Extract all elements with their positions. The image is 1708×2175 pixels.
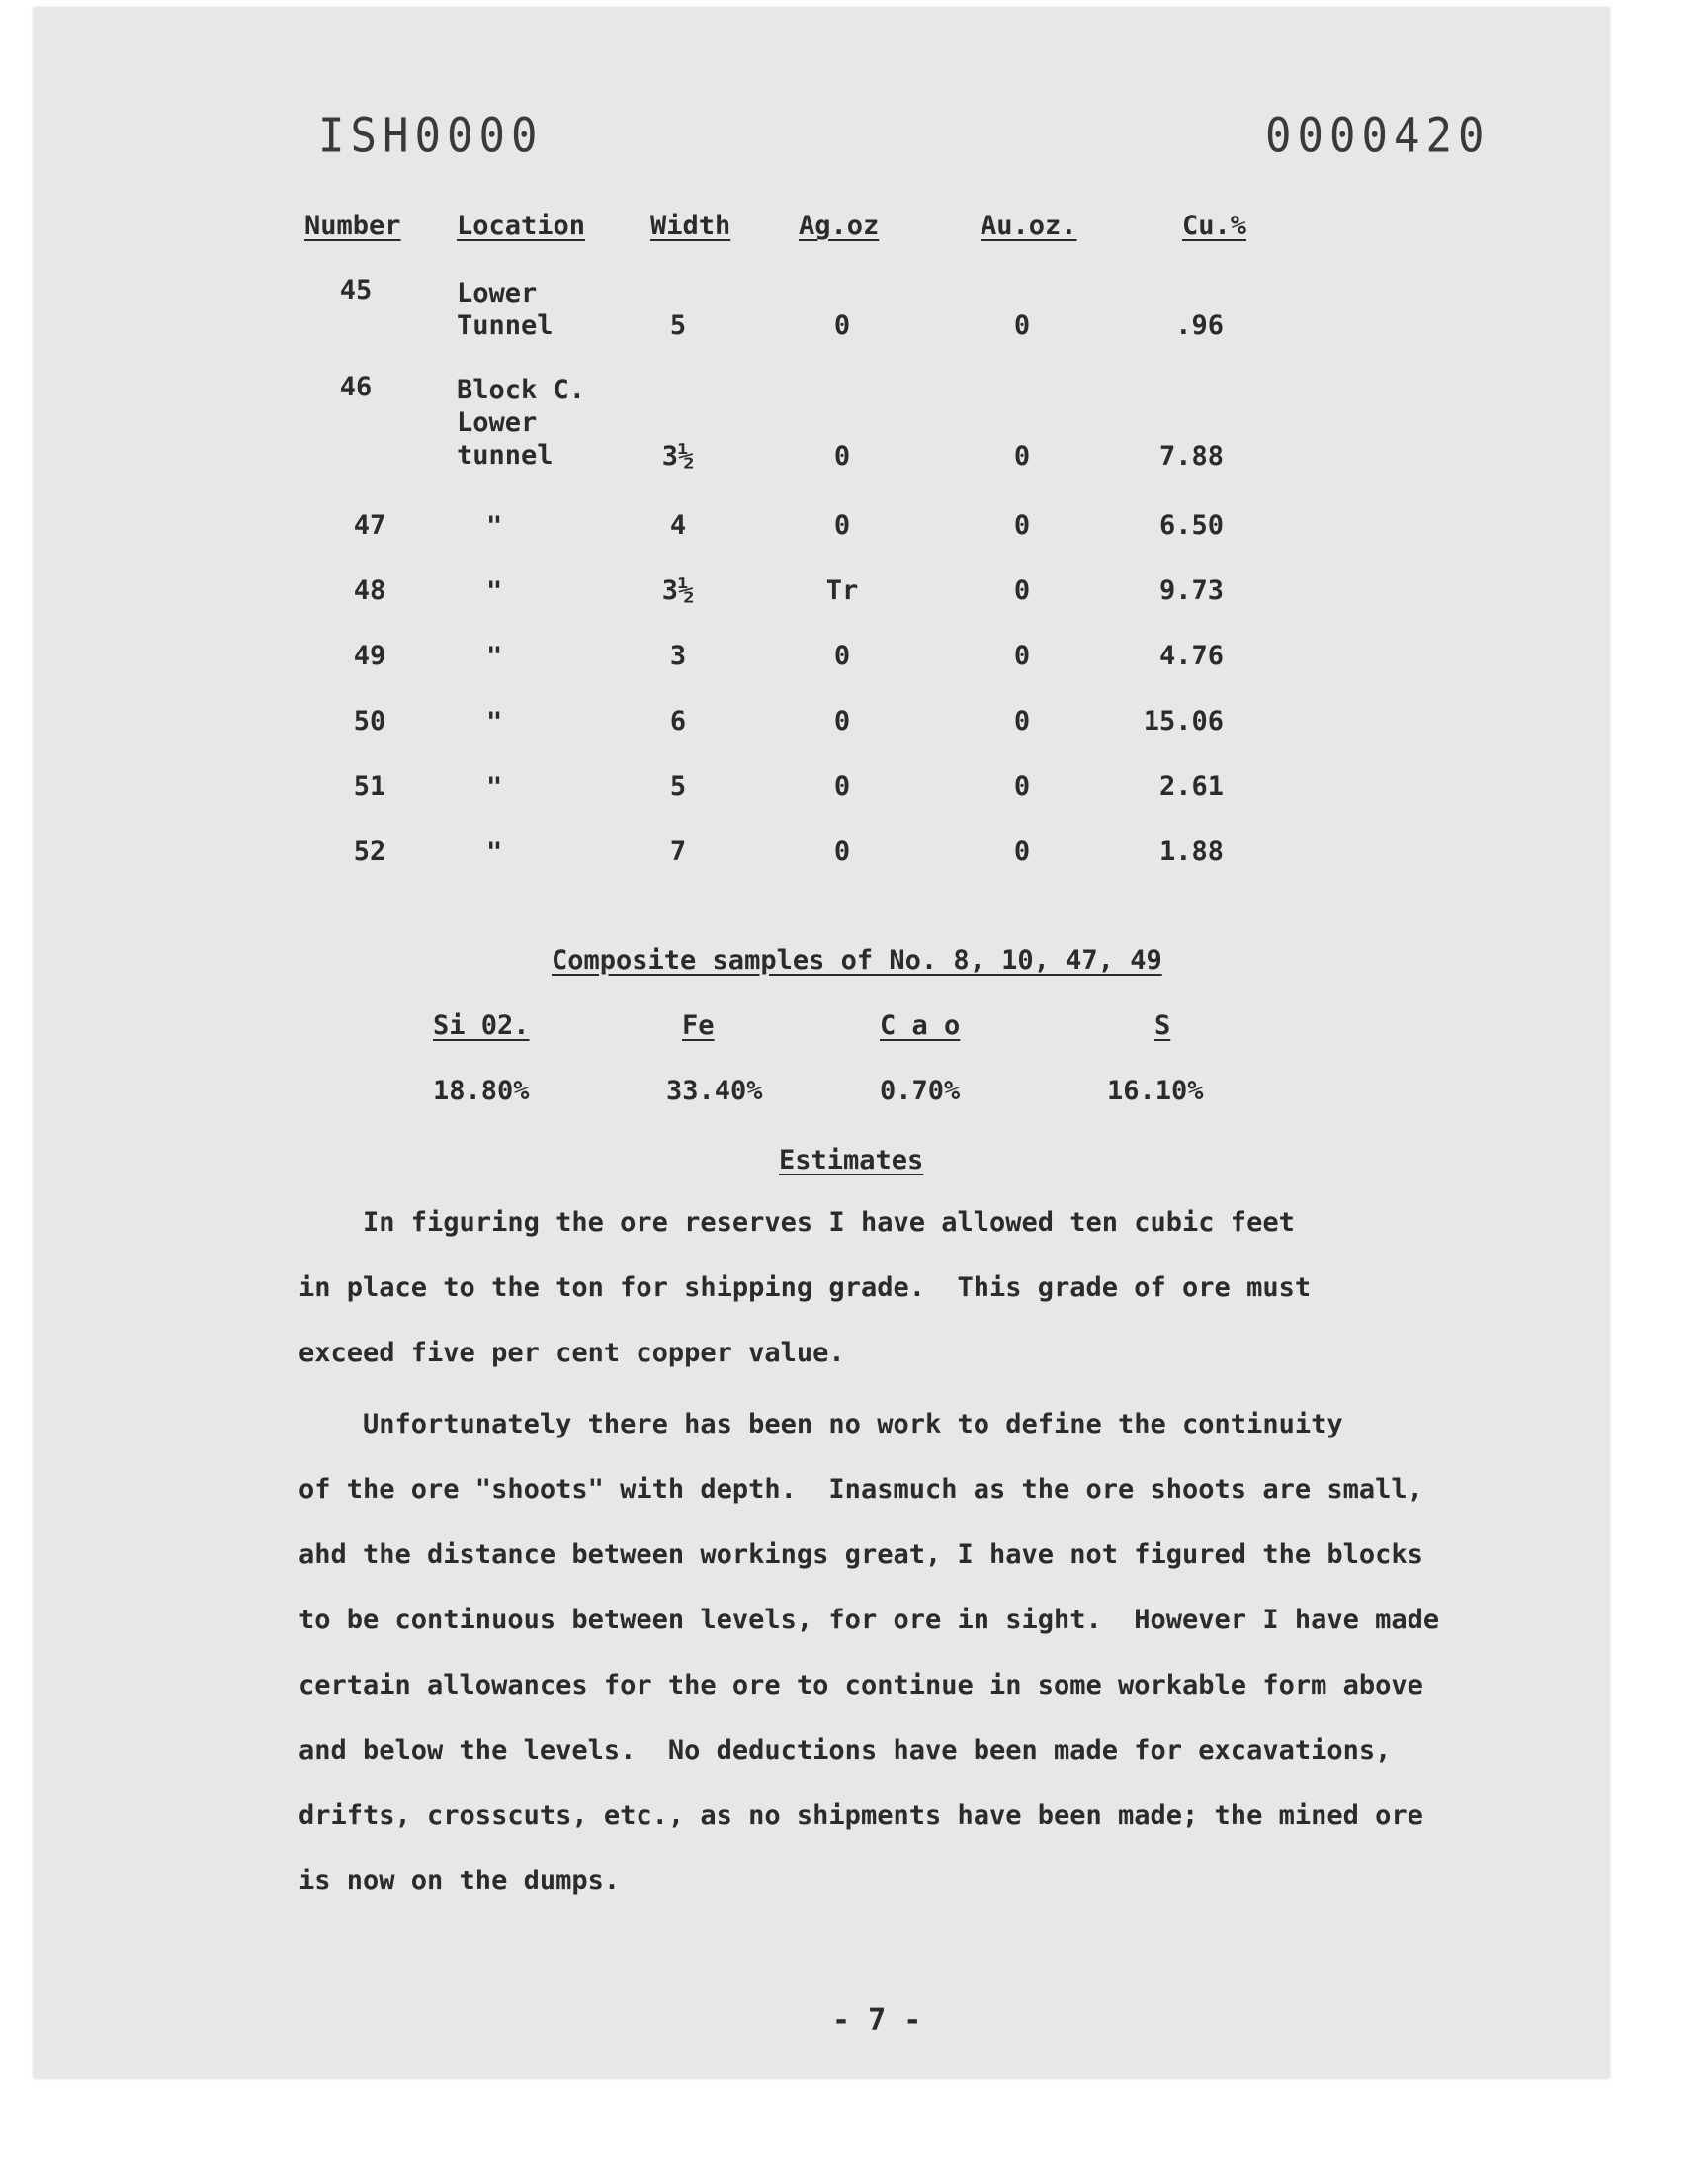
estimates-title: Estimates — [779, 1145, 924, 1175]
composite-value-sio2: 18.80% — [433, 1076, 530, 1106]
composite-value-s: 16.10% — [1107, 1076, 1204, 1106]
header-number: Number — [304, 211, 401, 241]
row-au: 0 — [1013, 641, 1031, 671]
row-width: 4 — [669, 510, 687, 541]
row-cu: 1.88 — [1158, 836, 1224, 867]
header-ag: Ag.oz — [799, 211, 880, 241]
row-number: 49 — [353, 641, 386, 671]
row-width: 3 — [669, 641, 687, 671]
row-location: " — [486, 772, 503, 803]
estimates-paragraph-1: In figuring the ore reserves I have allowed ten cubic feet in place to the ton for shipping grade. This grade of ore must exceed five per cent copper value. — [299, 1207, 1312, 1368]
row-cu: 15.06 — [1143, 706, 1224, 737]
row-location: " — [486, 837, 503, 868]
row-cu: .96 — [1175, 310, 1224, 341]
row-location: Lower Tunnel — [457, 278, 554, 341]
composite-header-fe: Fe — [682, 1010, 715, 1041]
row-cu: 6.50 — [1158, 510, 1224, 541]
row-number: 45 — [339, 275, 373, 305]
composite-value-cao: 0.70% — [880, 1076, 961, 1106]
row-number: 48 — [353, 575, 386, 606]
row-number: 47 — [353, 510, 386, 541]
composite-value-fe: 33.40% — [666, 1076, 763, 1106]
row-ag: Tr — [825, 575, 859, 606]
row-location: Block C. Lower tunnel — [457, 375, 586, 471]
row-width: 3½ — [661, 441, 695, 472]
row-cu: 7.88 — [1158, 441, 1224, 472]
row-number: 52 — [353, 836, 386, 867]
header-location: Location — [457, 211, 586, 241]
row-ag: 0 — [833, 510, 851, 541]
document-page — [34, 8, 1609, 2078]
row-au: 0 — [1013, 441, 1031, 472]
stamp-left: ISH0000 — [318, 108, 544, 164]
row-width: 5 — [669, 771, 687, 802]
header-cu: Cu.% — [1182, 211, 1247, 241]
row-number: 50 — [353, 706, 386, 737]
page-number: - 7 - — [832, 2003, 922, 2038]
composite-title: Composite samples of No. 8, 10, 47, 49 — [552, 945, 1162, 976]
row-width: 7 — [669, 836, 687, 867]
row-ag: 0 — [833, 441, 851, 472]
row-cu: 4.76 — [1158, 641, 1224, 671]
composite-header-cao: C a o — [880, 1010, 961, 1041]
row-ag: 0 — [833, 836, 851, 867]
row-location: " — [486, 576, 503, 607]
row-number: 46 — [339, 372, 373, 402]
row-au: 0 — [1013, 575, 1031, 606]
stamp-right: 0000420 — [1265, 108, 1491, 164]
row-ag: 0 — [833, 641, 851, 671]
row-ag: 0 — [833, 706, 851, 737]
row-au: 0 — [1013, 706, 1031, 737]
estimates-paragraph-2: Unfortunately there has been no work to define the continuity of the ore "shoots" with depth. Inasmuch as the ore shoots are small, ahd the distance between workings great, I have not figured the blocks to be continuous between levels, for ore in sight. However I have made certain allowances for the ore to continue in some workable form above and below the levels. No deductions have been made for excavations, drifts, crosscuts, etc., as no shipments have been made; the mined ore is now on the dumps. — [299, 1409, 1440, 1896]
row-au: 0 — [1013, 836, 1031, 867]
row-ag: 0 — [833, 310, 851, 341]
composite-header-sio2: Si 02. — [433, 1010, 530, 1041]
row-au: 0 — [1013, 771, 1031, 802]
header-width: Width — [650, 211, 731, 241]
row-location: " — [486, 707, 503, 738]
row-cu: 2.61 — [1158, 771, 1224, 802]
row-location: " — [486, 511, 503, 542]
row-location: " — [486, 642, 503, 672]
composite-header-s: S — [1154, 1010, 1171, 1041]
row-width: 5 — [669, 310, 687, 341]
row-au: 0 — [1013, 310, 1031, 341]
row-au: 0 — [1013, 510, 1031, 541]
row-number: 51 — [353, 771, 386, 802]
row-cu: 9.73 — [1158, 575, 1224, 606]
header-au: Au.oz. — [981, 211, 1077, 241]
row-ag: 0 — [833, 771, 851, 802]
row-width: 6 — [669, 706, 687, 737]
row-width: 3½ — [661, 575, 695, 606]
